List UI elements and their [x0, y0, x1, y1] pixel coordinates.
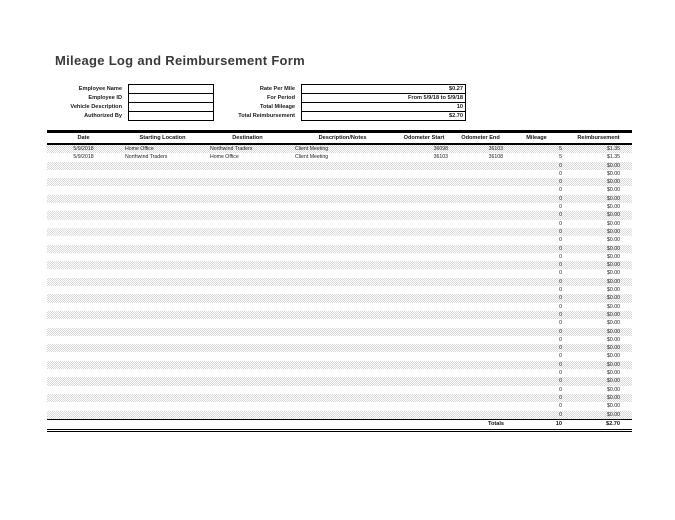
- authorized-by-input[interactable]: [128, 111, 214, 121]
- table-row[interactable]: [47, 170, 632, 178]
- cell-mileage[interactable]: 0: [559, 336, 562, 343]
- cell-mileage[interactable]: 0: [559, 179, 562, 186]
- for-period-input[interactable]: From 5/9/18 to 5/9/18: [301, 93, 466, 103]
- table-row[interactable]: [47, 153, 632, 161]
- column-header-date: Date: [77, 135, 90, 141]
- table-row[interactable]: [47, 352, 632, 360]
- cell-mileage[interactable]: 0: [559, 170, 562, 177]
- cell-odometer-start[interactable]: 36103: [433, 154, 448, 161]
- table-row[interactable]: [47, 236, 632, 244]
- employee-id-label: Employee ID: [88, 95, 122, 101]
- table-row[interactable]: [47, 245, 632, 253]
- cell-mileage[interactable]: 0: [559, 394, 562, 401]
- column-header-mileage: Mileage: [526, 135, 547, 141]
- table-header-row: [47, 130, 632, 145]
- cell-mileage[interactable]: 0: [559, 270, 562, 277]
- summary-group: [220, 84, 466, 121]
- cell-reimbursement[interactable]: $0.00: [607, 378, 620, 385]
- cell-mileage[interactable]: 0: [559, 303, 562, 310]
- column-header-starting-location: Starting Location: [139, 135, 186, 141]
- table-row[interactable]: [47, 386, 632, 394]
- employee-info-group: [47, 84, 214, 121]
- table-row[interactable]: [47, 311, 632, 319]
- cell-reimbursement[interactable]: $0.00: [607, 370, 620, 377]
- cell-mileage[interactable]: 0: [559, 287, 562, 294]
- table-row[interactable]: [47, 344, 632, 352]
- cell-mileage[interactable]: 0: [559, 262, 562, 269]
- totals-mileage: 10: [555, 420, 562, 427]
- table-row[interactable]: [47, 228, 632, 236]
- table-row[interactable]: [47, 377, 632, 385]
- cell-reimbursement[interactable]: $0.00: [607, 228, 620, 235]
- column-header-odometer-end: Odometer End: [461, 135, 500, 141]
- cell-reimbursement[interactable]: $1.35: [607, 154, 620, 161]
- cell-reimbursement[interactable]: $0.00: [607, 295, 620, 302]
- cell-mileage[interactable]: 0: [559, 187, 562, 194]
- cell-starting-location[interactable]: Northwind Traders: [125, 154, 168, 161]
- table-row[interactable]: [47, 336, 632, 344]
- cell-date[interactable]: 5/9/2018: [73, 154, 94, 161]
- cell-odometer-end[interactable]: 36108: [488, 154, 503, 161]
- cell-reimbursement[interactable]: $0.00: [607, 162, 620, 169]
- table-row[interactable]: [47, 186, 632, 194]
- cell-mileage[interactable]: 0: [559, 361, 562, 368]
- cell-reimbursement[interactable]: $0.00: [607, 336, 620, 343]
- cell-mileage[interactable]: 0: [559, 195, 562, 202]
- cell-reimbursement[interactable]: $0.00: [607, 320, 620, 327]
- cell-mileage[interactable]: 0: [559, 370, 562, 377]
- table-row[interactable]: [47, 178, 632, 186]
- column-header-description-notes: Description/Notes: [318, 135, 367, 141]
- table-row[interactable]: [47, 394, 632, 402]
- cell-mileage[interactable]: 0: [559, 204, 562, 211]
- cell-reimbursement[interactable]: $0.00: [607, 212, 620, 219]
- total-mileage-value[interactable]: 10: [301, 102, 466, 112]
- cell-mileage[interactable]: 0: [559, 411, 562, 418]
- table-row[interactable]: [47, 286, 632, 294]
- column-header-odometer-start: Odometer Start: [403, 135, 445, 141]
- cell-reimbursement[interactable]: $0.00: [607, 287, 620, 294]
- cell-mileage[interactable]: 5: [559, 146, 562, 152]
- cell-reimbursement[interactable]: $0.00: [607, 403, 620, 410]
- cell-reimbursement[interactable]: $0.00: [607, 411, 620, 418]
- table-row[interactable]: [47, 145, 632, 153]
- cell-mileage[interactable]: 0: [559, 278, 562, 285]
- cell-reimbursement[interactable]: $0.00: [607, 311, 620, 318]
- cell-date[interactable]: 5/9/2018: [73, 146, 94, 152]
- vehicle-description-label: Vehicle Description: [70, 104, 122, 110]
- cell-mileage[interactable]: 0: [559, 378, 562, 385]
- table-row[interactable]: [47, 369, 632, 377]
- cell-reimbursement[interactable]: $0.00: [607, 353, 620, 360]
- cell-mileage[interactable]: 0: [559, 253, 562, 260]
- table-row[interactable]: [47, 203, 632, 211]
- cell-mileage[interactable]: 0: [559, 328, 562, 335]
- table-row[interactable]: [47, 269, 632, 277]
- table-row[interactable]: [47, 294, 632, 302]
- cell-mileage[interactable]: 0: [559, 220, 562, 227]
- mileage-table: [47, 130, 632, 432]
- table-row[interactable]: [47, 195, 632, 203]
- cell-mileage[interactable]: 0: [559, 162, 562, 169]
- authorized-by-label: Authorized By: [84, 113, 122, 119]
- for-period-label: For Period: [267, 95, 295, 101]
- table-row[interactable]: [47, 162, 632, 170]
- authorized-by-row: [47, 111, 214, 121]
- cell-reimbursement[interactable]: $0.00: [607, 262, 620, 269]
- cell-description-notes[interactable]: Client Meeting: [295, 154, 329, 161]
- table-row[interactable]: [47, 261, 632, 269]
- total-reimbursement-label: Total Reimbursement: [238, 113, 295, 119]
- cell-mileage[interactable]: 0: [559, 345, 562, 352]
- table-row[interactable]: [47, 303, 632, 311]
- cell-reimbursement[interactable]: $1.35: [607, 146, 620, 152]
- rate-per-mile-label: Rate Per Mile: [259, 86, 295, 92]
- table-row[interactable]: [47, 278, 632, 286]
- cell-reimbursement[interactable]: $0.00: [607, 328, 620, 335]
- cell-reimbursement[interactable]: $0.00: [607, 345, 620, 352]
- cell-starting-location[interactable]: Home Office: [125, 146, 154, 152]
- cell-description-notes[interactable]: Client Meeting: [295, 146, 329, 152]
- cell-reimbursement[interactable]: $0.00: [607, 179, 620, 186]
- totals-row: [47, 419, 632, 433]
- table-body: [47, 145, 632, 419]
- cell-reimbursement[interactable]: $0.00: [607, 394, 620, 401]
- cell-reimbursement[interactable]: $0.00: [607, 195, 620, 202]
- table-row[interactable]: [47, 319, 632, 327]
- table-row[interactable]: [47, 220, 632, 228]
- cell-reimbursement[interactable]: $0.00: [607, 220, 620, 227]
- cell-reimbursement[interactable]: $0.00: [607, 187, 620, 194]
- cell-reimbursement[interactable]: $0.00: [607, 361, 620, 368]
- employee-name-label: Employee Name: [78, 86, 122, 92]
- cell-reimbursement[interactable]: $0.00: [607, 245, 620, 252]
- table-row[interactable]: [47, 253, 632, 261]
- column-header-destination: Destination: [232, 135, 263, 141]
- cell-mileage[interactable]: 0: [559, 212, 562, 219]
- cell-reimbursement[interactable]: $0.00: [607, 253, 620, 260]
- cell-mileage[interactable]: 0: [559, 353, 562, 360]
- cell-reimbursement[interactable]: $0.00: [607, 170, 620, 177]
- table-row[interactable]: [47, 402, 632, 410]
- cell-mileage[interactable]: 0: [559, 237, 562, 244]
- cell-mileage[interactable]: 0: [559, 295, 562, 302]
- totals-label: Totals: [487, 420, 504, 427]
- cell-odometer-end[interactable]: 36103: [488, 146, 503, 152]
- cell-reimbursement[interactable]: $0.00: [607, 278, 620, 285]
- cell-mileage[interactable]: 0: [559, 311, 562, 318]
- cell-mileage[interactable]: 5: [559, 154, 562, 161]
- cell-reimbursement[interactable]: $0.00: [607, 386, 620, 393]
- table-row[interactable]: [47, 328, 632, 336]
- cell-mileage[interactable]: 0: [559, 403, 562, 410]
- page-title: Mileage Log and Reimbursement Form: [55, 53, 306, 68]
- total-reimbursement-row: [220, 111, 466, 121]
- cell-odometer-start[interactable]: 36098: [433, 146, 448, 152]
- cell-mileage[interactable]: 0: [559, 320, 562, 327]
- cell-mileage[interactable]: 0: [559, 245, 562, 252]
- total-mileage-label: Total Mileage: [259, 104, 295, 110]
- table-row[interactable]: [47, 211, 632, 219]
- totals-reimbursement: $2.70: [606, 420, 620, 427]
- cell-mileage[interactable]: 0: [559, 228, 562, 235]
- cell-reimbursement[interactable]: $0.00: [607, 270, 620, 277]
- cell-mileage[interactable]: 0: [559, 386, 562, 393]
- total-reimbursement-value[interactable]: $2.70: [301, 111, 466, 121]
- table-row[interactable]: [47, 361, 632, 369]
- cell-destination[interactable]: Home Office: [210, 154, 239, 161]
- cell-destination[interactable]: Northwind Traders: [210, 146, 253, 152]
- column-header-reimbursement: Reimbursement: [577, 135, 620, 141]
- cell-reimbursement[interactable]: $0.00: [607, 237, 620, 244]
- table-row[interactable]: [47, 411, 632, 419]
- cell-reimbursement[interactable]: $0.00: [607, 204, 620, 211]
- cell-reimbursement[interactable]: $0.00: [607, 303, 620, 310]
- rate-per-mile-input[interactable]: $0.27: [301, 84, 466, 94]
